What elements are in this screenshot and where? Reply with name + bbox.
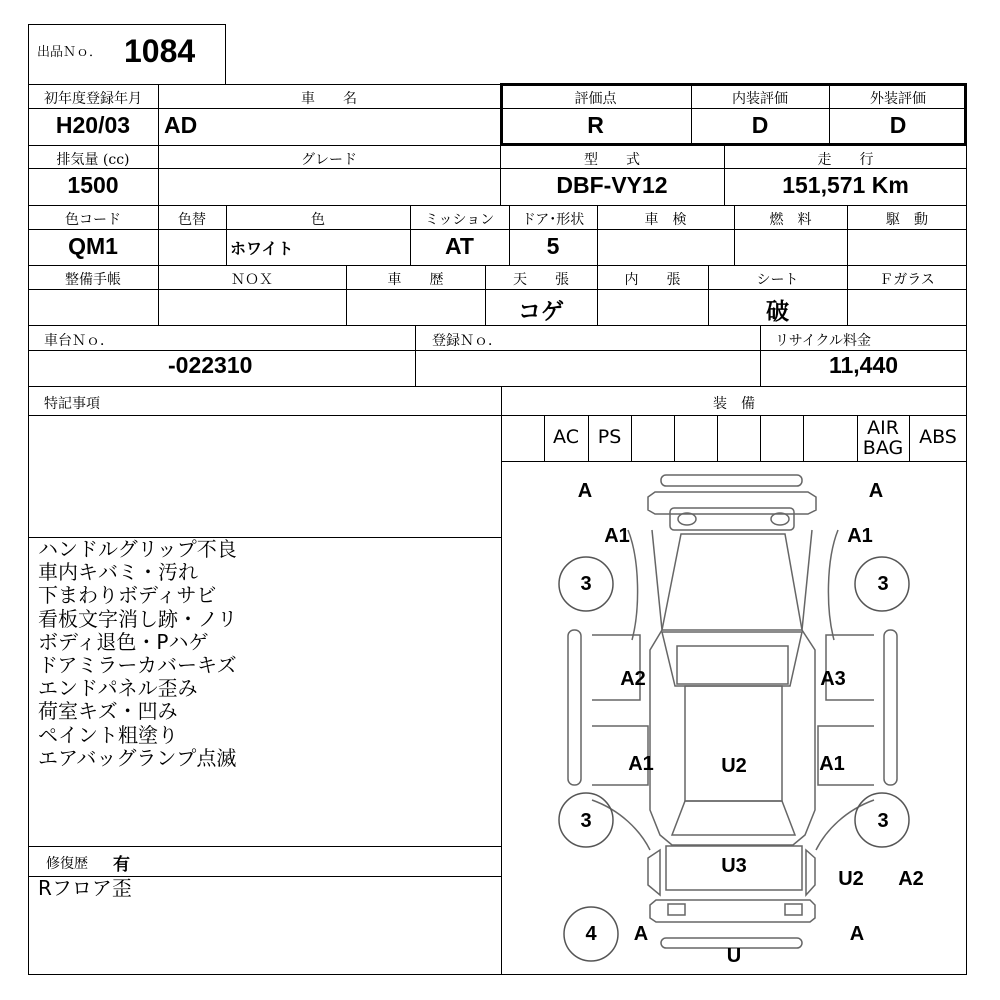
history-label: 車 歴 [387,272,444,288]
f-glass-label: Ｆガラス [879,272,935,288]
note-item: 車内キバミ・汚れ [38,560,198,585]
cond-wheel-rl: 3 [580,810,592,832]
grade-label: グレード [301,152,357,168]
mileage-label: 走 行 [817,152,874,168]
color-value: ホワイト [230,241,294,258]
cond-quarter-right-1: U2 [838,868,864,890]
interior-score-value: D [751,112,769,138]
seat-value: 破 [766,298,789,324]
car-diagram [501,462,967,974]
equipment-label: 装 備 [713,396,755,412]
cond-door-rear-left: A1 [628,753,654,775]
repair-detail: Rフロア歪 [38,876,132,900]
color-code-value: QM1 [68,233,118,259]
repair-value: 有 [113,855,130,875]
cond-front-right: A [868,480,884,502]
registration-label: 初年度登録年月 [44,91,142,107]
note-item: エアバッグランプ点滅 [38,745,237,770]
inspection-label: 車 検 [644,212,687,228]
equipment-abs: ABS [919,426,957,448]
chassis-label: 車台Ｎｏ． [44,333,114,349]
nox-label: ＮＯＸ [231,272,273,288]
lot-number-value: 1084 [124,33,196,69]
cond-wheel-fr: 3 [877,573,889,595]
car-name-value: AD [164,112,198,138]
cond-rear-right: A [849,923,865,945]
color-change-label: 色替 [178,212,206,228]
note-item: 看板文字消し跡・ノリ [38,606,238,631]
transmission-label: ミッション [424,212,495,228]
doors-label: ドア･形状 [521,212,585,228]
lot-number-box [28,24,226,85]
score-value: R [587,112,604,138]
equipment-airbag: AIR BAG [862,417,904,459]
cond-spare-tire: 4 [585,923,597,945]
cond-rear-bumper: U [726,945,742,967]
recycle-label: リサイクル料金 [775,333,872,349]
cond-rear-left: A [633,923,649,945]
color-label: 色 [311,212,325,228]
fuel-label: 燃 料 [769,212,812,228]
ceiling-value: コゲ [518,298,564,324]
displacement-label: 排気量 (cc) [56,152,130,168]
interior-trim-label: 内 張 [624,272,681,288]
exterior-score-value: D [889,112,907,138]
note-item: エンドパネル歪み [38,676,198,701]
exterior-score-label: 外装評価 [870,91,926,107]
cond-wheel-rr: 3 [877,810,889,832]
cond-wheel-fl: 3 [580,573,592,595]
note-item: 下まわりボディサビ [38,583,217,608]
notes-label: 特記事項 [44,396,100,412]
cond-door-rear-right: A1 [819,753,845,775]
model-label: 型 式 [584,152,640,168]
note-item: 荷室キズ・凹み [38,699,178,724]
model-value: DBF-VY12 [556,172,668,198]
mileage-value: 151,571 Km [782,172,909,198]
cond-front-left: A [577,480,593,502]
score-label: 評価点 [574,91,617,107]
equipment-ps: PS [597,426,622,448]
color-code-label: 色コード [65,212,121,228]
drive-label: 駆 動 [886,212,928,228]
car-name-label: 車 名 [301,91,357,107]
cond-fender-left: A1 [604,525,630,547]
repair-label: 修復歴 [46,856,88,872]
displacement-value: 1500 [67,172,119,198]
recycle-value: 11,440 [828,352,899,378]
cond-fender-right: A1 [847,525,873,547]
doors-value: 5 [546,233,560,259]
equipment-ac: AC [553,426,579,448]
lot-number-label: 出品Ｎｏ． [37,45,103,60]
cond-door-front-left: A2 [620,668,646,690]
ceiling-label: 天 張 [513,272,569,288]
cond-roof: U2 [721,755,747,777]
note-item: ハンドルグリップ不良 [38,537,237,561]
note-item: ボディ退色・Pハゲ [38,629,209,654]
note-item: ドアミラーカバーキズ [38,653,237,677]
cond-door-front-right: A3 [820,668,846,690]
maintenance-label: 整備手帳 [65,272,121,288]
reg-no-label: 登録Ｎｏ． [432,333,502,349]
seat-label: シート [756,272,799,288]
transmission-value: AT [445,233,474,259]
interior-score-label: 内装評価 [732,91,788,107]
cond-quarter-right-2: A2 [898,868,924,890]
note-item: ペイント粗塗り [38,722,178,747]
registration-value: H20/03 [55,112,131,138]
chassis-value: -022310 [168,352,253,378]
cond-rear-gate: U3 [721,855,747,877]
